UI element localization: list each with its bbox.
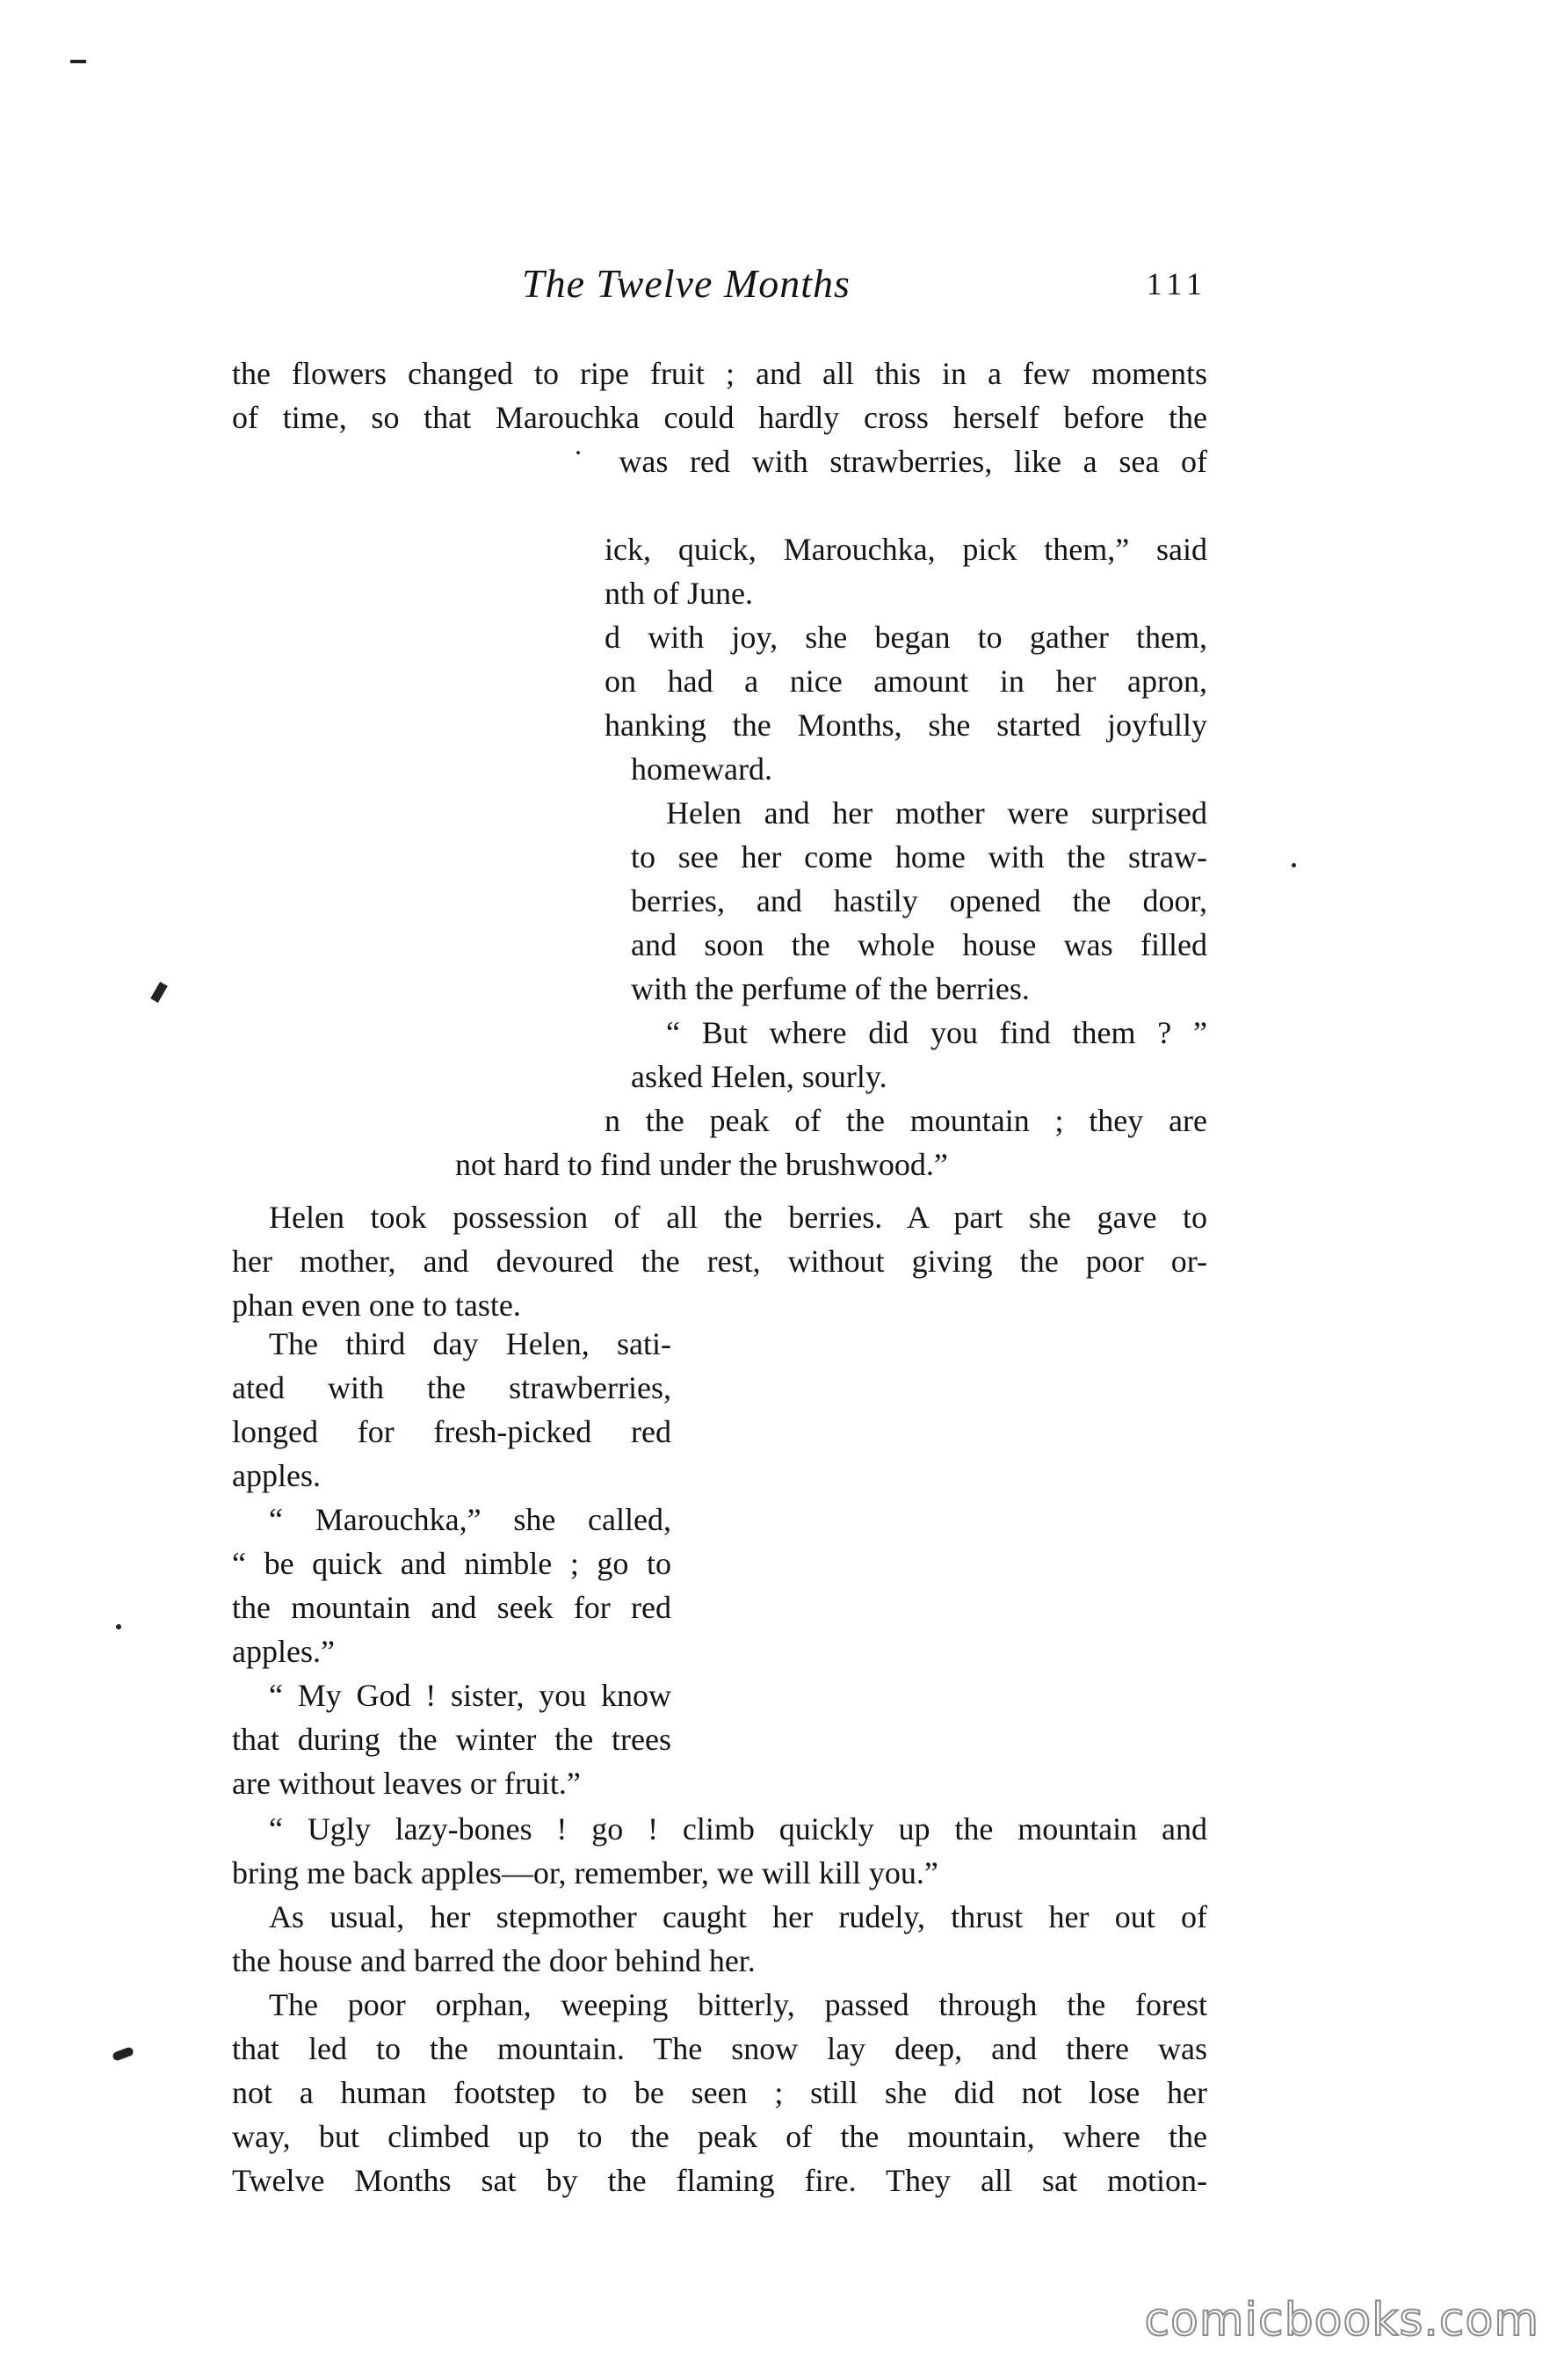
text-line: are without leaves or fruit.”: [232, 1766, 581, 1801]
text-line: Helen and her mother were surprised: [666, 795, 1207, 831]
text-line: berries, and hastily opened the door,: [631, 883, 1207, 918]
text-line: ated with the strawberries,: [232, 1370, 671, 1405]
text-line: apples.”: [232, 1634, 335, 1669]
text-line: the mountain and seek for red: [232, 1590, 671, 1625]
text-line: As usual, her stepmother caught her rudely, thrust her out of: [269, 1899, 1207, 1934]
scan-mark-left-3: [112, 2046, 134, 2062]
scan-mark-top-left: [70, 60, 86, 63]
text-line: nth of June.: [605, 576, 753, 611]
text-line: longed for fresh-picked red: [232, 1414, 671, 1449]
text-line: on had a nice amount in her apron,: [605, 664, 1207, 699]
text-line: “ be quick and nimble ; go to: [232, 1546, 671, 1581]
text-line: phan even one to taste.: [232, 1288, 521, 1323]
scan-mark-right-1: [1292, 863, 1296, 867]
text-line: bring me back apples—or, remember, we will kill you.”: [232, 1855, 938, 1890]
running-title: The Twelve Months: [522, 261, 851, 306]
text-line: and soon the whole house was filled: [631, 927, 1207, 962]
text-line: “ But where did you find them ? ”: [666, 1015, 1207, 1050]
text-line: “ Marouchka,” she called,: [269, 1502, 671, 1537]
scan-mark-left-1: [150, 982, 168, 1003]
text-line: ick, quick, Marouchka, pick them,” said: [605, 532, 1207, 567]
text-line: homeward.: [631, 751, 772, 787]
text-line: of time, so that Marouchka could hardly cross herself before the: [232, 400, 1207, 435]
scan-mark-left-2: [116, 1624, 121, 1629]
text-line: to see her come home with the straw-: [631, 839, 1207, 874]
text-line: ˙ was red with strawberries, like a sea of: [573, 444, 1207, 479]
text-line: The third day Helen, sati-: [269, 1326, 671, 1361]
text-line: asked Helen, sourly.: [631, 1059, 887, 1094]
text-line: her mother, and devoured the rest, without giving the poor or-: [232, 1244, 1207, 1279]
text-line: Twelve Months sat by the flaming fire. They all sat motion-: [232, 2163, 1207, 2198]
page-number: 111: [1146, 266, 1207, 301]
text-line: n the peak of the mountain ; they are: [605, 1103, 1207, 1138]
page-header: [232, 260, 1207, 313]
text-line: apples.: [232, 1458, 321, 1493]
watermark: comicbooks.com: [1144, 2294, 1539, 2347]
text-line: not a human footstep to be seen ; still she did not lose her: [232, 2075, 1207, 2110]
text-line: not hard to find under the brushwood.”: [455, 1147, 948, 1182]
text-line: that led to the mountain. The snow lay deep, and there was: [232, 2031, 1207, 2066]
text-line: way, but climbed up to the peak of the mountain, where the: [232, 2119, 1207, 2154]
text-line: that during the winter the trees: [232, 1722, 671, 1757]
text-line: “ Ugly lazy-bones ! go ! climb quickly up the mountain and: [269, 1811, 1207, 1847]
text-line: the flowers changed to ripe fruit ; and all this in a few moments: [232, 356, 1207, 391]
text-line: the house and barred the door behind her.: [232, 1943, 756, 1978]
text-line: “ My God ! sister, you know: [269, 1678, 671, 1713]
text-line: The poor orphan, weeping bitterly, passed through the forest: [269, 1987, 1207, 2022]
text-line: Helen took possession of all the berries. A part she gave to: [269, 1200, 1207, 1235]
text-line: hanking the Months, she started joyfully: [605, 707, 1207, 743]
text-line: with the perfume of the berries.: [631, 971, 1030, 1006]
text-line: d with joy, she began to gather them,: [605, 620, 1207, 655]
